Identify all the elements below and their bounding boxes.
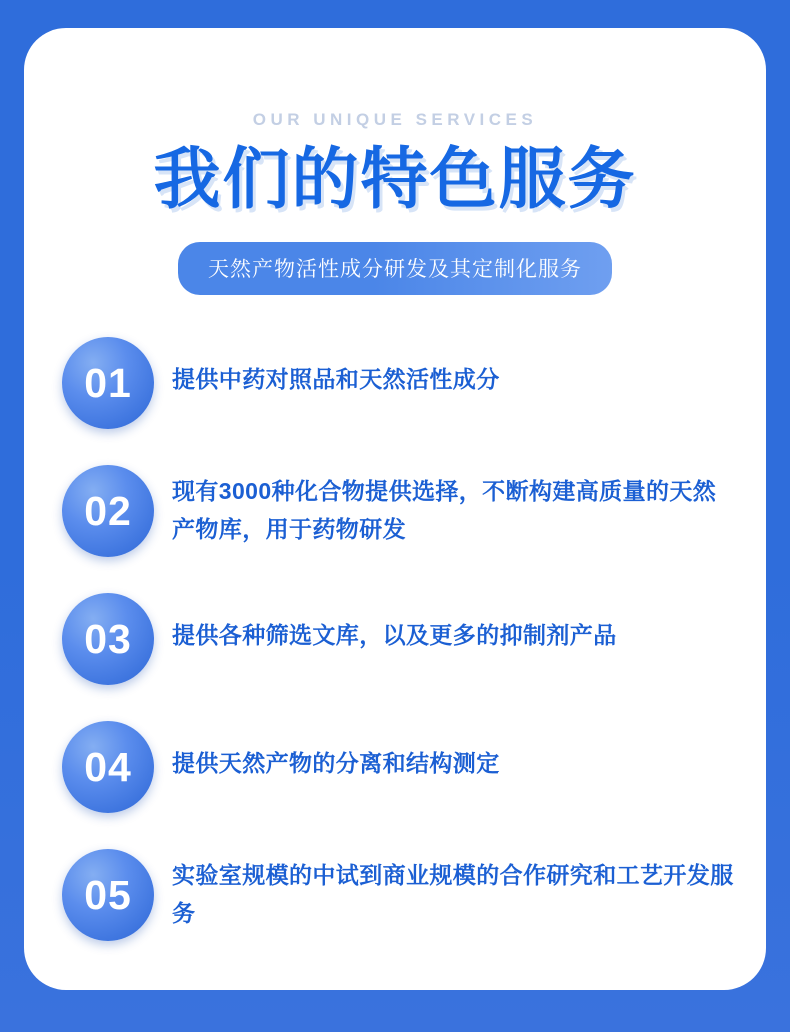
item-text: 提供天然产物的分离和结构测定 xyxy=(172,750,500,777)
item-text: 提供中药对照品和天然活性成分 xyxy=(172,366,500,393)
item-text: 现有3000种化合物提供选择，不断构建高质量的天然产物库，用于药物研发 xyxy=(172,478,717,542)
item-number-badge: 02 xyxy=(62,465,154,557)
item-number-badge: 05 xyxy=(62,849,154,941)
subtitle-wrapper xyxy=(24,242,766,295)
service-list xyxy=(24,337,766,941)
item-number-badge: 03 xyxy=(62,593,154,685)
item-number-badge: 01 xyxy=(62,337,154,429)
subtitle-badge: 天然产物活性成分研发及其定制化服务 xyxy=(178,242,612,295)
list-item xyxy=(62,721,736,813)
list-item xyxy=(62,465,736,557)
list-item xyxy=(62,593,736,685)
item-text: 实验室规模的中试到商业规模的合作研究和工艺开发服务 xyxy=(172,862,734,926)
list-item xyxy=(62,849,736,941)
item-number-badge: 04 xyxy=(62,721,154,813)
content-card xyxy=(24,28,766,990)
page-title: 我们的特色服务 xyxy=(153,142,637,217)
item-text: 提供各种筛选文库，以及更多的抑制剂产品 xyxy=(172,622,617,649)
eyebrow-text: OUR UNIQUE SERVICES xyxy=(252,110,538,129)
list-item xyxy=(62,337,736,429)
